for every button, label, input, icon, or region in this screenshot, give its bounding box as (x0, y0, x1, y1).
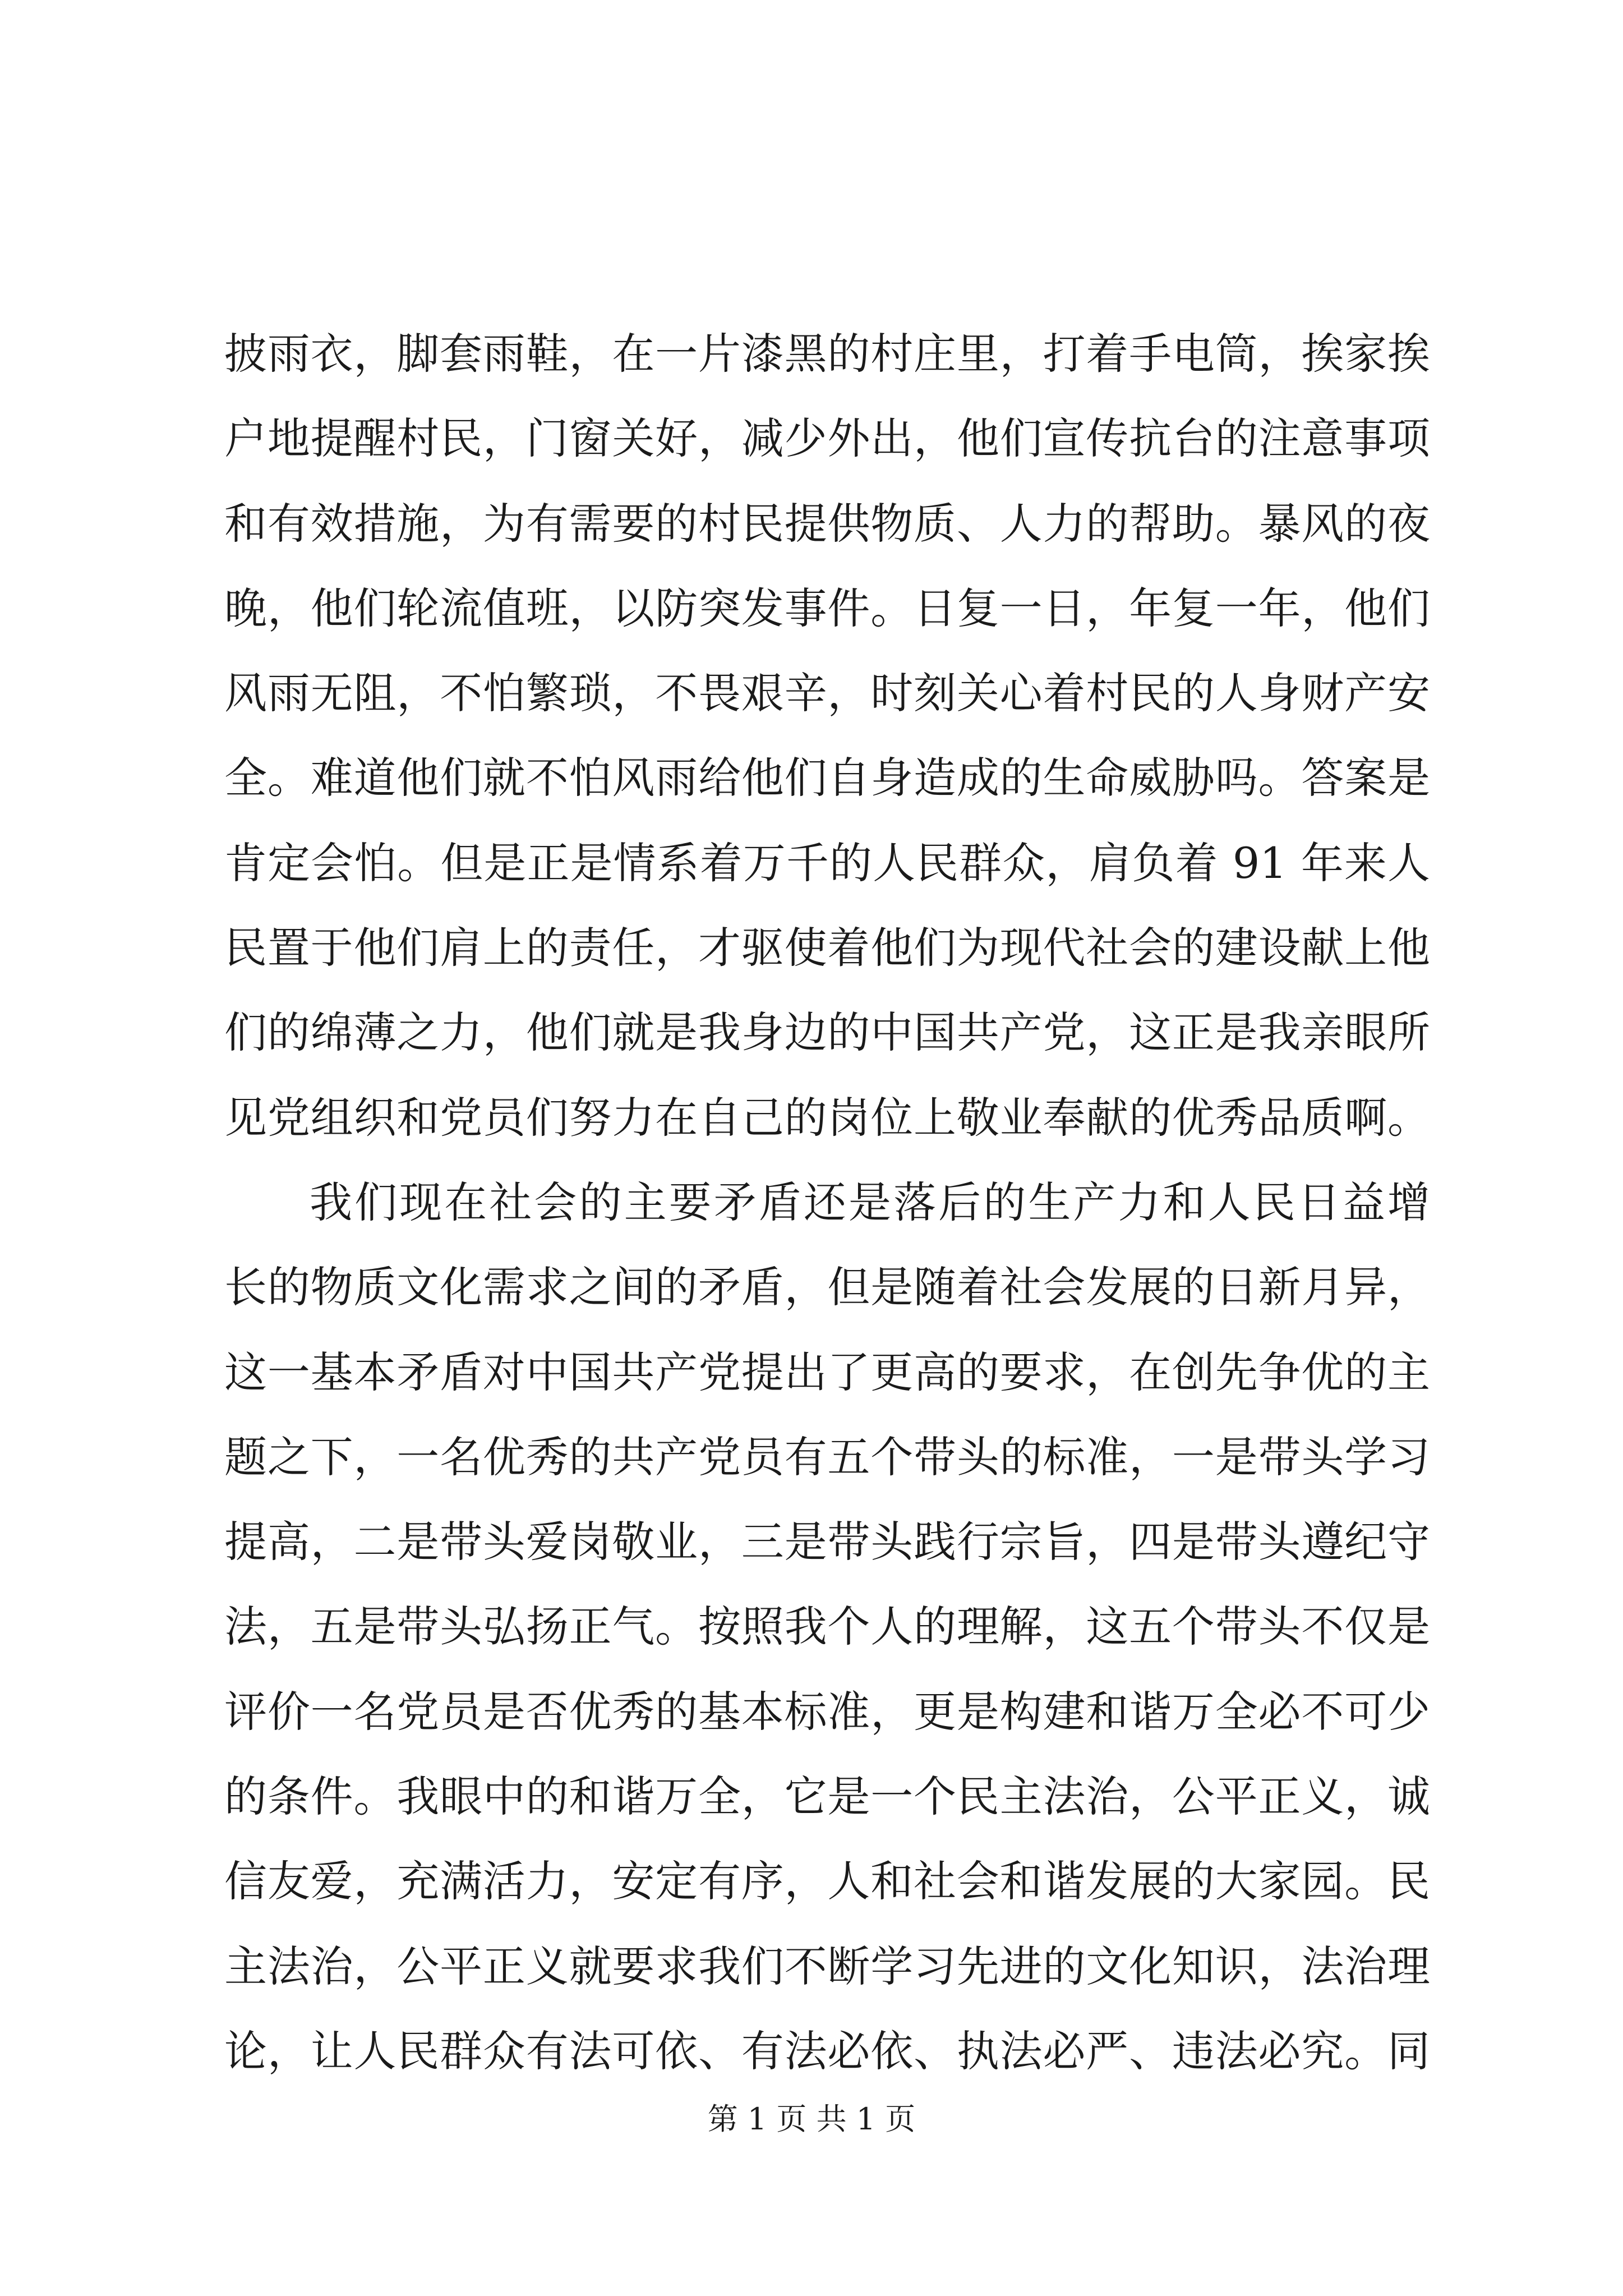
paragraph-2-line: 提高，二是带头爱岗敬业，三是带头践行宗旨，四是带头遵纪守 (224, 1517, 1430, 1567)
paragraph-1-line: 风雨无阻，不怕繁琐，不畏艰辛，时刻关心着村民的人身财产安 (224, 668, 1430, 719)
paragraph-2-line: 的条件。我眼中的和谐万全，它是一个民主法治，公平正义，诚 (224, 1772, 1430, 1822)
paragraph-2-line: 我们现在社会的主要矛盾还是落后的生产力和人民日益增 (310, 1177, 1430, 1227)
paragraph-1-line: 民置于他们肩上的责任，才驱使着他们为现代社会的建设献上他 (224, 923, 1430, 973)
paragraph-2-line: 信友爱，充满活力，安定有序，人和社会和谐发展的大家园。民 (224, 1856, 1430, 1907)
paragraph-2-line: 主法治，公平正义就要求我们不断学习先进的文化知识，法治理 (224, 1941, 1430, 1991)
paragraph-1-line: 见党组织和党员们努力在自己的岗位上敬业奉献的优秀品质啊。 (224, 1092, 1430, 1143)
paragraph-2-line: 论，让人民群众有法可依、有法必依、执法必严、违法必究。同 (224, 2026, 1430, 2076)
document-body (224, 311, 1430, 2093)
paragraph-2-line: 这一基本矛盾对中国共产党提出了更高的要求，在创先争优的主 (224, 1347, 1430, 1397)
paragraph-2-line: 法，五是带头弘扬正气。按照我个人的理解，这五个带头不仅是 (224, 1602, 1430, 1652)
paragraph-1-line: 户地提醒村民，门窗关好，减少外出，他们宣传抗台的注意事项 (224, 413, 1430, 464)
paragraph-1-line: 们的绵薄之力，他们就是我身边的中国共产党，这正是我亲眼所 (224, 1007, 1430, 1058)
paragraph-2-line: 评价一名党员是否优秀的基本标准，更是构建和谐万全必不可少 (224, 1686, 1430, 1737)
paragraph-2-line: 长的物质文化需求之间的矛盾，但是随着社会发展的日新月异， (224, 1262, 1430, 1313)
page-footer: 第 1 页 共 1 页 (707, 2101, 916, 2137)
paragraph-1-line: 披雨衣，脚套雨鞋，在一片漆黑的村庄里，打着手电筒，挨家挨 (224, 329, 1430, 379)
paragraph-1-line: 和有效措施，为有需要的村民提供物质、人力的帮助。暴风的夜 (224, 498, 1430, 549)
paragraph-1-line: 肯定会怕。但是正是情系着万千的人民群众，肩负着 91 年来人 (224, 838, 1430, 888)
paragraph-2-line: 题之下，一名优秀的共产党员有五个带头的标准，一是带头学习 (224, 1432, 1430, 1482)
paragraph-1-line: 全。难道他们就不怕风雨给他们自身造成的生命威胁吗。答案是 (224, 753, 1430, 803)
paragraph-1-line: 晚，他们轮流值班，以防突发事件。日复一日，年复一年，他们 (224, 583, 1430, 633)
